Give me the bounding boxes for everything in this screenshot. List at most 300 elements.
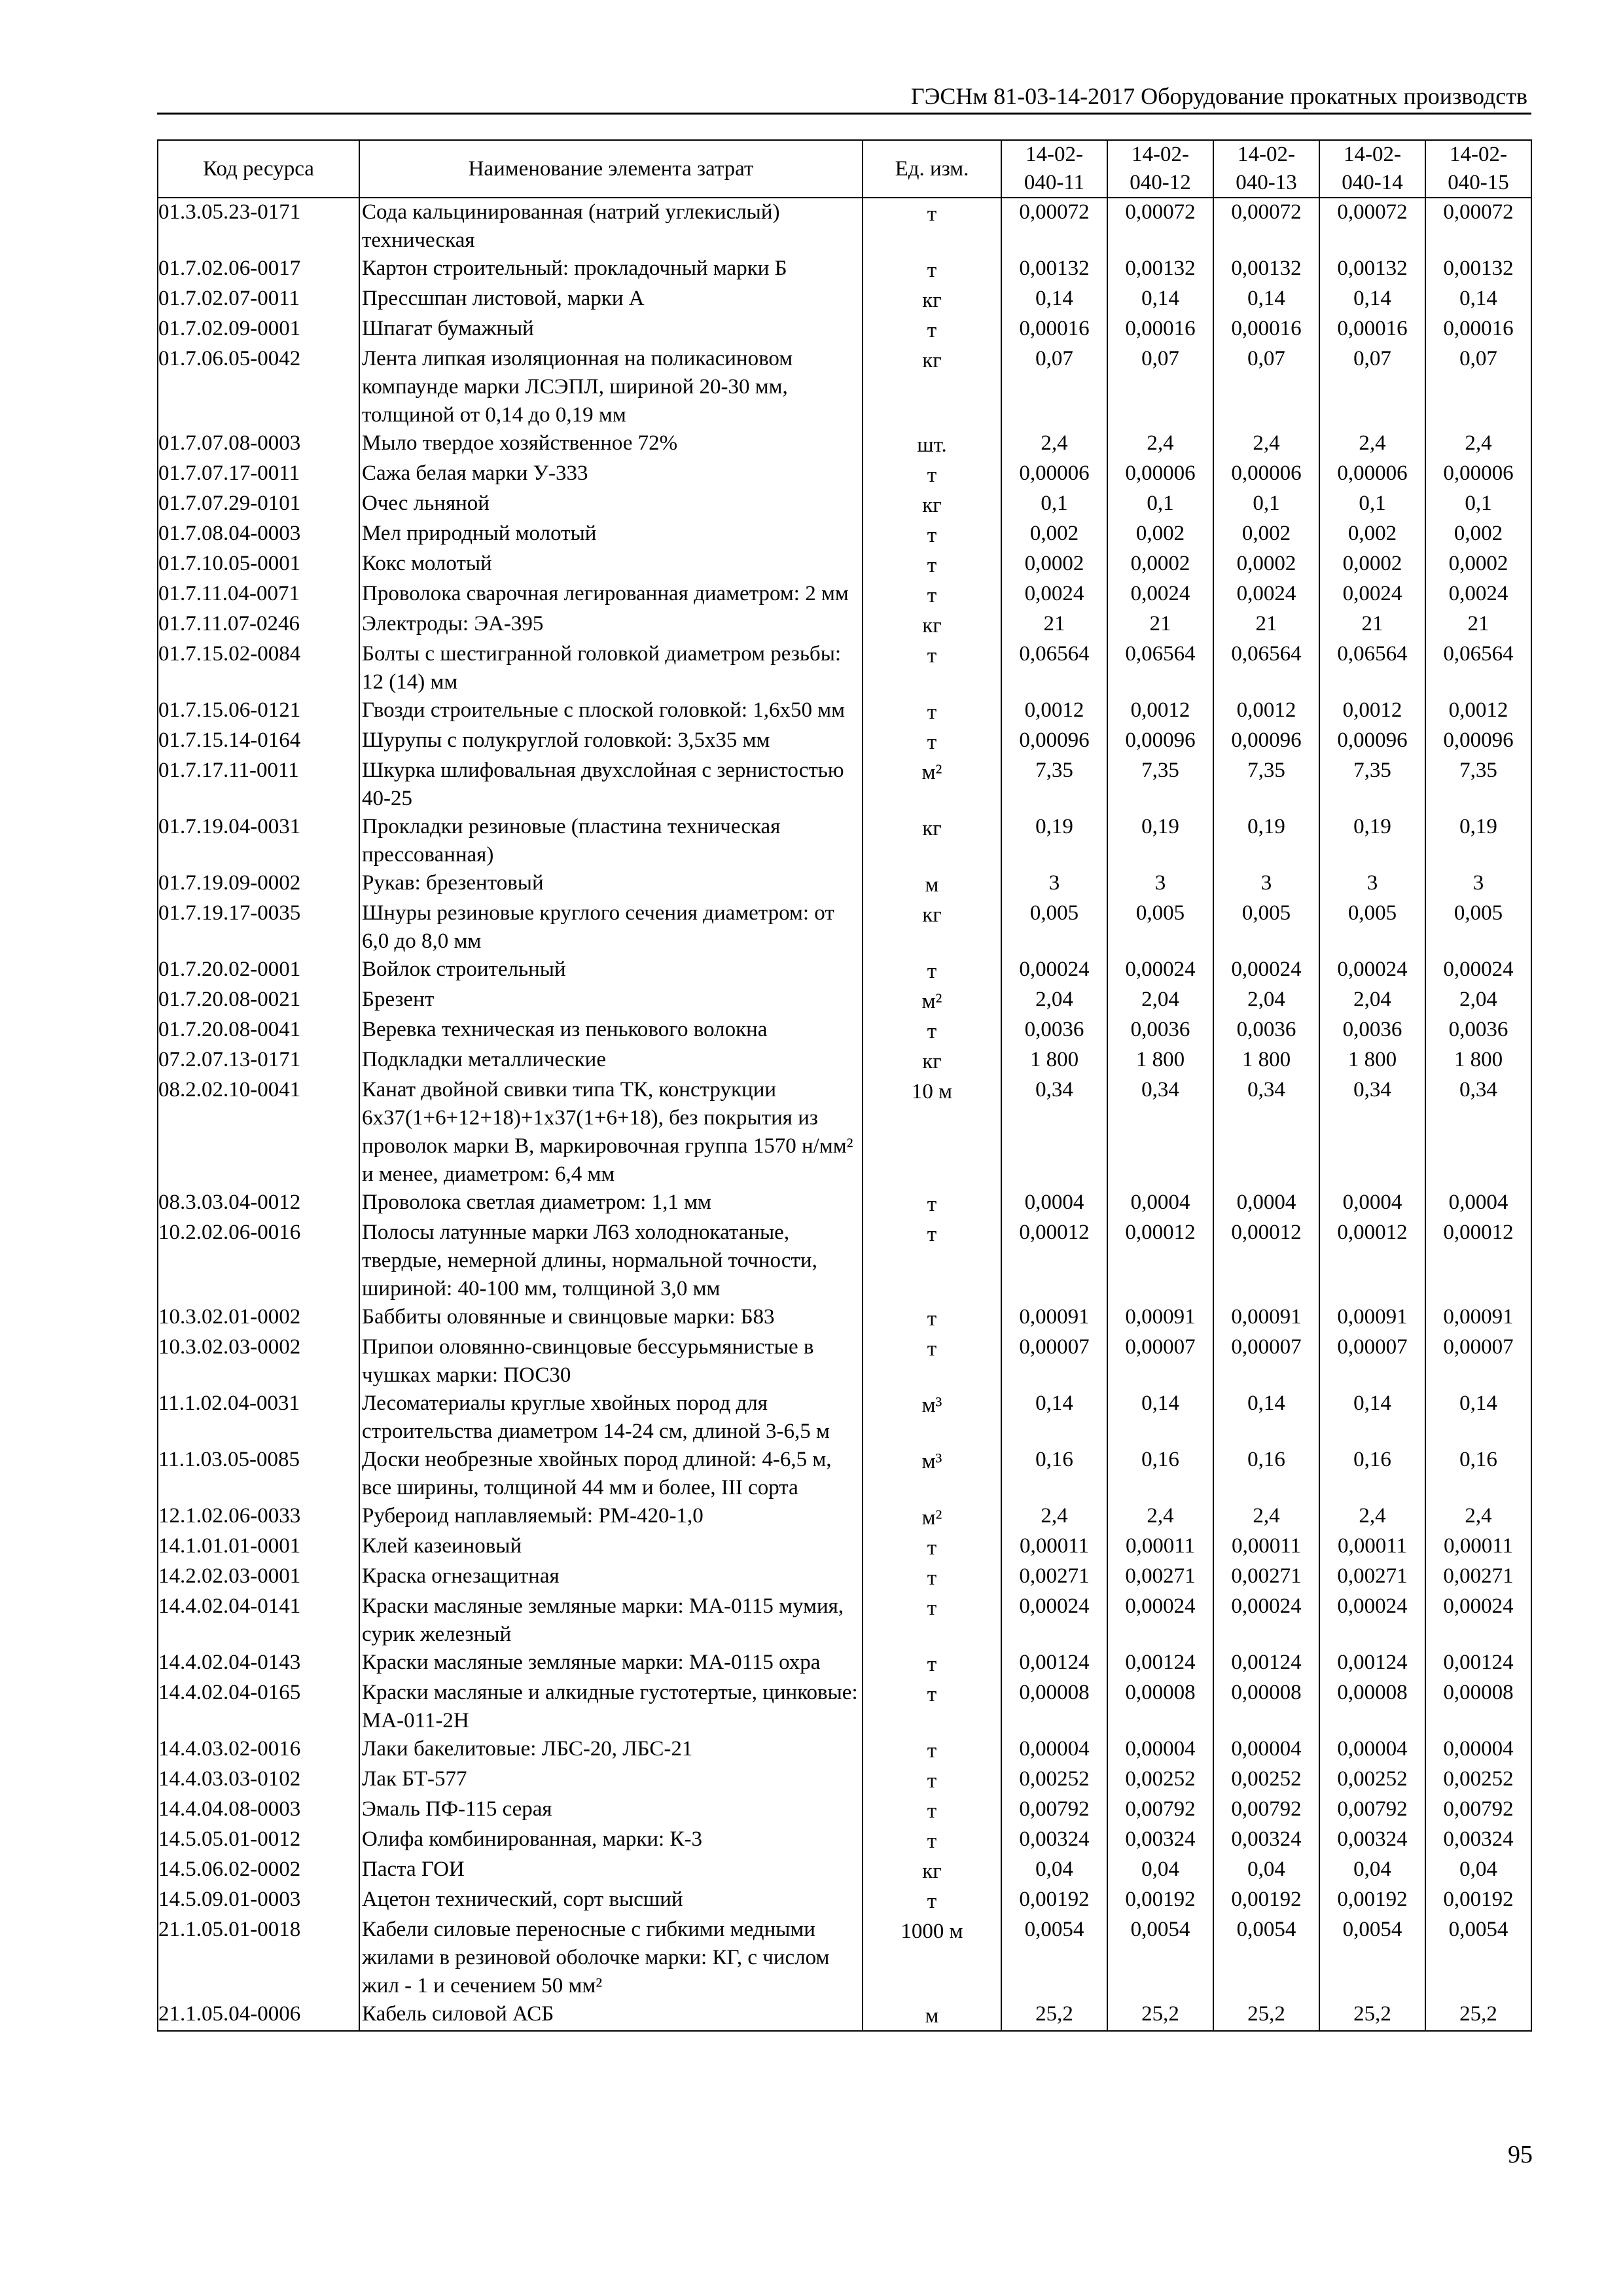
- resource-name: Шнуры резиновые круглого сечения диаметром: от 6,0 до 8,0 мм: [359, 899, 863, 956]
- resource-value: 25,2: [1213, 2000, 1319, 2031]
- resource-code: 01.7.11.04-0071: [158, 580, 359, 610]
- column-header: Ед. изм.: [863, 140, 1001, 198]
- resource-value: 0,0004: [1319, 1189, 1425, 1219]
- resource-value: 7,35: [1213, 757, 1319, 813]
- resource-value: 0,00091: [1213, 1303, 1319, 1333]
- resource-name: Лак БТ-577: [359, 1765, 863, 1795]
- resource-code: 01.7.02.07-0011: [158, 285, 359, 315]
- resource-value: 2,4: [1319, 1502, 1425, 1532]
- resource-value: 1 800: [1425, 1046, 1531, 1076]
- resource-name: Подкладки металлические: [359, 1046, 863, 1076]
- resource-value: 0,00006: [1213, 459, 1319, 490]
- resource-value: 2,04: [1319, 986, 1425, 1016]
- resource-value: 0,16: [1107, 1446, 1213, 1502]
- resource-value: 0,0004: [1107, 1189, 1213, 1219]
- resource-unit: шт.: [863, 429, 1001, 459]
- resource-value: 0,00271: [1001, 1562, 1107, 1592]
- table-row: [158, 520, 1531, 550]
- column-header: Наименование элемента затрат: [359, 140, 863, 198]
- resource-value: 2,4: [1001, 429, 1107, 459]
- resource-value: 0,0004: [1425, 1189, 1531, 1219]
- resource-name: Шпагат бумажный: [359, 315, 863, 345]
- resource-unit: м: [863, 2000, 1001, 2031]
- resource-value: 0,00024: [1107, 1592, 1213, 1649]
- table-row: [158, 1016, 1531, 1046]
- resource-value: 0,0036: [1213, 1016, 1319, 1046]
- resource-unit: т: [863, 520, 1001, 550]
- resource-value: 0,00024: [1319, 1592, 1425, 1649]
- resource-code: 01.7.06.05-0042: [158, 345, 359, 429]
- resource-value: 0,00012: [1213, 1219, 1319, 1303]
- resource-code: 01.7.15.14-0164: [158, 726, 359, 757]
- column-header: Код ресурса: [158, 140, 359, 198]
- resource-value: 0,00132: [1107, 255, 1213, 285]
- resource-unit: кг: [863, 899, 1001, 956]
- resource-value: 0,0036: [1319, 1016, 1425, 1046]
- resource-value: 0,0036: [1425, 1016, 1531, 1046]
- resource-unit: т: [863, 1649, 1001, 1679]
- resource-unit: т: [863, 1825, 1001, 1856]
- table-row: [158, 1856, 1531, 1886]
- resource-value: 0,04: [1319, 1856, 1425, 1886]
- resource-value: 0,005: [1107, 899, 1213, 956]
- resource-value: 0,002: [1001, 520, 1107, 550]
- table-row: [158, 1735, 1531, 1765]
- resource-value: 0,00024: [1425, 956, 1531, 986]
- resource-value: 0,00192: [1107, 1886, 1213, 1916]
- resource-value: 0,00016: [1319, 315, 1425, 345]
- table-header-row: [158, 140, 1531, 198]
- resource-name: Краски масляные земляные марки: МА-0115 охра: [359, 1649, 863, 1679]
- resource-value: 2,04: [1001, 986, 1107, 1016]
- resource-unit: кг: [863, 345, 1001, 429]
- resource-value: 0,00016: [1001, 315, 1107, 345]
- resource-value: 0,00132: [1319, 255, 1425, 285]
- column-header: 14-02- 040-15: [1425, 140, 1531, 198]
- resource-name: Очес льняной: [359, 490, 863, 520]
- resource-value: 1 800: [1107, 1046, 1213, 1076]
- table-body: [158, 198, 1531, 2031]
- resource-name: Шкурка шлифовальная двухслойная с зернистостью 40-25: [359, 757, 863, 813]
- table-row: [158, 1333, 1531, 1390]
- resource-name: Веревка техническая из пенькового волокна: [359, 1016, 863, 1046]
- resource-value: 0,04: [1107, 1856, 1213, 1886]
- table-row: [158, 255, 1531, 285]
- resource-value: 21: [1425, 610, 1531, 640]
- resource-name: Прессшпан листовой, марки А: [359, 285, 863, 315]
- resource-value: 3: [1425, 869, 1531, 899]
- table-row: [158, 1189, 1531, 1219]
- column-header: 14-02- 040-14: [1319, 140, 1425, 198]
- resource-value: 0,0054: [1213, 1916, 1319, 2000]
- resource-unit: т: [863, 1735, 1001, 1765]
- resource-value: 0,0012: [1425, 696, 1531, 726]
- table-row: [158, 1303, 1531, 1333]
- resource-unit: кг: [863, 285, 1001, 315]
- resource-name: Брезент: [359, 986, 863, 1016]
- resource-value: 0,00132: [1001, 255, 1107, 285]
- resource-value: 0,00252: [1001, 1765, 1107, 1795]
- resource-code: 01.7.15.06-0121: [158, 696, 359, 726]
- resource-name: Мел природный молотый: [359, 520, 863, 550]
- resource-name: Мыло твердое хозяйственное 72%: [359, 429, 863, 459]
- resource-code: 01.7.10.05-0001: [158, 550, 359, 580]
- resource-value: 2,4: [1107, 1502, 1213, 1532]
- resource-value: 0,00324: [1001, 1825, 1107, 1856]
- table-row: [158, 899, 1531, 956]
- resource-name: Краски масляные и алкидные густотертые, цинковые: МА-011-2Н: [359, 1679, 863, 1735]
- resource-value: 0,00091: [1425, 1303, 1531, 1333]
- resource-value: 25,2: [1107, 2000, 1213, 2031]
- resource-value: 0,00271: [1425, 1562, 1531, 1592]
- resource-value: 0,00271: [1107, 1562, 1213, 1592]
- table-row: [158, 640, 1531, 696]
- resource-value: 0,00096: [1425, 726, 1531, 757]
- resource-code: 14.5.06.02-0002: [158, 1856, 359, 1886]
- resource-value: 21: [1319, 610, 1425, 640]
- resource-name: Гвозди строительные с плоской головкой: 1,6x50 мм: [359, 696, 863, 726]
- table-row: [158, 1649, 1531, 1679]
- resource-value: 0,0004: [1001, 1189, 1107, 1219]
- resource-code: 14.5.05.01-0012: [158, 1825, 359, 1856]
- resource-value: 0,00004: [1107, 1735, 1213, 1765]
- resource-value: 0,00096: [1319, 726, 1425, 757]
- resource-value: 0,00024: [1001, 956, 1107, 986]
- resource-value: 0,19: [1319, 813, 1425, 869]
- resource-code: 14.4.02.04-0141: [158, 1592, 359, 1649]
- table-row: [158, 726, 1531, 757]
- resource-code: 14.4.03.02-0016: [158, 1735, 359, 1765]
- resource-unit: т: [863, 580, 1001, 610]
- resource-name: Паста ГОИ: [359, 1856, 863, 1886]
- resource-value: 0,06564: [1001, 640, 1107, 696]
- resource-name: Проволока светлая диаметром: 1,1 мм: [359, 1189, 863, 1219]
- resource-name: Припои оловянно-свинцовые бессурьмянистые в чушках марки: ПОС30: [359, 1333, 863, 1390]
- resource-code: 14.4.02.04-0165: [158, 1679, 359, 1735]
- resource-value: 0,1: [1213, 490, 1319, 520]
- resource-value: 0,34: [1425, 1076, 1531, 1189]
- resource-value: 0,04: [1425, 1856, 1531, 1886]
- resource-value: 3: [1107, 869, 1213, 899]
- table-row: [158, 550, 1531, 580]
- resource-value: 0,06564: [1213, 640, 1319, 696]
- resource-value: 0,14: [1319, 285, 1425, 315]
- table-row: [158, 696, 1531, 726]
- resource-code: 21.1.05.01-0018: [158, 1916, 359, 2000]
- resource-unit: т: [863, 696, 1001, 726]
- column-header: 14-02- 040-12: [1107, 140, 1213, 198]
- resource-name: Кокс молотый: [359, 550, 863, 580]
- resource-value: 0,00096: [1001, 726, 1107, 757]
- resource-value: 0,0002: [1425, 550, 1531, 580]
- table-row: [158, 1886, 1531, 1916]
- resource-code: 01.7.19.09-0002: [158, 869, 359, 899]
- resource-unit: т: [863, 255, 1001, 285]
- resource-value: 0,00007: [1213, 1333, 1319, 1390]
- resource-value: 0,00192: [1319, 1886, 1425, 1916]
- resource-value: 0,00324: [1425, 1825, 1531, 1856]
- resource-value: 0,0024: [1107, 580, 1213, 610]
- resource-unit: т: [863, 198, 1001, 255]
- resource-table: [157, 139, 1532, 2032]
- resource-value: 0,00252: [1425, 1765, 1531, 1795]
- resource-value: 0,00004: [1001, 1735, 1107, 1765]
- resource-value: 0,0036: [1107, 1016, 1213, 1046]
- resource-value: 2,4: [1425, 1502, 1531, 1532]
- resource-unit: т: [863, 315, 1001, 345]
- resource-value: 7,35: [1107, 757, 1213, 813]
- page-header: [157, 72, 1531, 115]
- resource-value: 21: [1107, 610, 1213, 640]
- resource-value: 0,14: [1425, 285, 1531, 315]
- resource-value: 0,00011: [1001, 1532, 1107, 1562]
- resource-value: 0,16: [1001, 1446, 1107, 1502]
- resource-value: 0,00024: [1001, 1592, 1107, 1649]
- table-row: [158, 315, 1531, 345]
- resource-name: Болты с шестигранной головкой диаметром резьбы: 12 (14) мм: [359, 640, 863, 696]
- resource-code: 08.3.03.04-0012: [158, 1189, 359, 1219]
- resource-value: 0,19: [1425, 813, 1531, 869]
- resource-value: 0,07: [1001, 345, 1107, 429]
- resource-value: 25,2: [1425, 2000, 1531, 2031]
- resource-value: 0,00024: [1107, 956, 1213, 986]
- resource-value: 0,00124: [1425, 1649, 1531, 1679]
- resource-value: 0,00024: [1319, 956, 1425, 986]
- resource-value: 0,00271: [1213, 1562, 1319, 1592]
- resource-code: 11.1.02.04-0031: [158, 1390, 359, 1446]
- resource-unit: т: [863, 640, 1001, 696]
- resource-value: 0,16: [1319, 1446, 1425, 1502]
- resource-value: 0,19: [1001, 813, 1107, 869]
- resource-value: 0,00252: [1107, 1765, 1213, 1795]
- resource-unit: м²: [863, 757, 1001, 813]
- resource-unit: м: [863, 869, 1001, 899]
- table-row: [158, 1562, 1531, 1592]
- resource-unit: т: [863, 1795, 1001, 1825]
- resource-unit: кг: [863, 610, 1001, 640]
- resource-name: Клей казеиновый: [359, 1532, 863, 1562]
- resource-unit: т: [863, 1532, 1001, 1562]
- resource-value: 0,00008: [1213, 1679, 1319, 1735]
- resource-value: 0,00011: [1213, 1532, 1319, 1562]
- resource-value: 0,002: [1425, 520, 1531, 550]
- resource-value: 0,0012: [1319, 696, 1425, 726]
- resource-code: 14.4.03.03-0102: [158, 1765, 359, 1795]
- resource-value: 0,00016: [1107, 315, 1213, 345]
- resource-unit: т: [863, 1016, 1001, 1046]
- resource-value: 0,00024: [1213, 956, 1319, 986]
- resource-value: 0,0002: [1213, 550, 1319, 580]
- resource-unit: кг: [863, 813, 1001, 869]
- resource-value: 0,14: [1319, 1390, 1425, 1446]
- resource-value: 25,2: [1001, 2000, 1107, 2031]
- resource-value: 0,1: [1107, 490, 1213, 520]
- resource-name: Лента липкая изоляционная на поликасиновом компаунде марки ЛСЭПЛ, шириной 20-30 мм, толщиной от 0,14 до 0,19 мм: [359, 345, 863, 429]
- resource-value: 0,00007: [1001, 1333, 1107, 1390]
- resource-value: 0,0004: [1213, 1189, 1319, 1219]
- resource-value: 0,002: [1319, 520, 1425, 550]
- table-row: [158, 1679, 1531, 1735]
- resource-value: 0,0012: [1213, 696, 1319, 726]
- resource-unit: т: [863, 1592, 1001, 1649]
- resource-value: 0,00792: [1213, 1795, 1319, 1825]
- resource-value: 7,35: [1001, 757, 1107, 813]
- resource-name: Электроды: ЭА-395: [359, 610, 863, 640]
- resource-value: 0,00004: [1425, 1735, 1531, 1765]
- resource-code: 14.4.02.04-0143: [158, 1649, 359, 1679]
- resource-value: 0,07: [1319, 345, 1425, 429]
- resource-code: 10.3.02.01-0002: [158, 1303, 359, 1333]
- resource-name: Лаки бакелитовые: ЛБС-20, ЛБС-21: [359, 1735, 863, 1765]
- resource-value: 0,00024: [1425, 1592, 1531, 1649]
- resource-name: Сода кальцинированная (натрий углекислый) техническая: [359, 198, 863, 255]
- resource-value: 0,07: [1107, 345, 1213, 429]
- table-row: [158, 459, 1531, 490]
- resource-value: 0,00792: [1425, 1795, 1531, 1825]
- resource-value: 21: [1001, 610, 1107, 640]
- resource-value: 0,34: [1107, 1076, 1213, 1189]
- resource-unit: м²: [863, 1502, 1001, 1532]
- resource-name: Шурупы с полукруглой головкой: 3,5x35 мм: [359, 726, 863, 757]
- resource-value: 0,14: [1001, 1390, 1107, 1446]
- resource-unit: т: [863, 1765, 1001, 1795]
- resource-code: 10.2.02.06-0016: [158, 1219, 359, 1303]
- resource-name: Войлок строительный: [359, 956, 863, 986]
- resource-value: 3: [1319, 869, 1425, 899]
- resource-name: Доски необрезные хвойных пород длиной: 4-6,5 м, все ширины, толщиной 44 мм и более, III сорта: [359, 1446, 863, 1502]
- resource-code: 01.7.17.11-0011: [158, 757, 359, 813]
- resource-unit: м²: [863, 986, 1001, 1016]
- resource-value: 0,00324: [1319, 1825, 1425, 1856]
- resource-value: 0,34: [1213, 1076, 1319, 1189]
- table-row: [158, 2000, 1531, 2031]
- resource-value: 0,00324: [1213, 1825, 1319, 1856]
- resource-value: 0,1: [1001, 490, 1107, 520]
- resource-code: 01.7.20.08-0021: [158, 986, 359, 1016]
- resource-value: 0,00072: [1001, 198, 1107, 255]
- resource-unit: 10 м: [863, 1076, 1001, 1189]
- resource-value: 7,35: [1319, 757, 1425, 813]
- resource-unit: т: [863, 1303, 1001, 1333]
- resource-value: 0,14: [1107, 1390, 1213, 1446]
- resource-value: 0,005: [1213, 899, 1319, 956]
- resource-value: 0,00192: [1213, 1886, 1319, 1916]
- resource-code: 14.2.02.03-0001: [158, 1562, 359, 1592]
- resource-code: 01.7.19.17-0035: [158, 899, 359, 956]
- resource-code: 14.1.01.01-0001: [158, 1532, 359, 1562]
- resource-value: 2,4: [1001, 1502, 1107, 1532]
- resource-unit: м³: [863, 1446, 1001, 1502]
- resource-value: 0,0012: [1001, 696, 1107, 726]
- resource-value: 1 800: [1319, 1046, 1425, 1076]
- resource-value: 0,14: [1213, 285, 1319, 315]
- resource-value: 0,00012: [1319, 1219, 1425, 1303]
- resource-value: 1 800: [1001, 1046, 1107, 1076]
- resource-unit: т: [863, 726, 1001, 757]
- resource-value: 0,0054: [1425, 1916, 1531, 2000]
- column-header: 14-02- 040-11: [1001, 140, 1107, 198]
- resource-value: 0,00132: [1425, 255, 1531, 285]
- resource-unit: кг: [863, 490, 1001, 520]
- resource-value: 7,35: [1425, 757, 1531, 813]
- resource-value: 0,06564: [1319, 640, 1425, 696]
- resource-name: Сажа белая марки У-333: [359, 459, 863, 490]
- resource-code: 01.7.07.08-0003: [158, 429, 359, 459]
- resource-value: 0,00016: [1425, 315, 1531, 345]
- resource-code: 01.7.20.02-0001: [158, 956, 359, 986]
- table-row: [158, 986, 1531, 1016]
- table-row: [158, 1390, 1531, 1446]
- resource-name: Краска огнезащитная: [359, 1562, 863, 1592]
- resource-value: 0,14: [1107, 285, 1213, 315]
- resource-value: 0,00124: [1001, 1649, 1107, 1679]
- resource-value: 0,00192: [1001, 1886, 1107, 1916]
- table-row: [158, 956, 1531, 986]
- resource-value: 0,00011: [1319, 1532, 1425, 1562]
- resource-name: Эмаль ПФ-115 серая: [359, 1795, 863, 1825]
- resource-code: 01.7.07.17-0011: [158, 459, 359, 490]
- resource-value: 3: [1001, 869, 1107, 899]
- page-number: 95: [1508, 2141, 1533, 2168]
- resource-unit: т: [863, 459, 1001, 490]
- resource-value: 0,00096: [1107, 726, 1213, 757]
- table-row: [158, 1532, 1531, 1562]
- resource-value: 0,00252: [1213, 1765, 1319, 1795]
- resource-value: 0,00072: [1107, 198, 1213, 255]
- resource-value: 0,00012: [1001, 1219, 1107, 1303]
- resource-value: 0,00124: [1213, 1649, 1319, 1679]
- resource-value: 0,00192: [1425, 1886, 1531, 1916]
- resource-name: Баббиты оловянные и свинцовые марки: Б83: [359, 1303, 863, 1333]
- resource-code: 01.7.19.04-0031: [158, 813, 359, 869]
- resource-value: 0,06564: [1107, 640, 1213, 696]
- resource-name: Прокладки резиновые (пластина техническая прессованная): [359, 813, 863, 869]
- table-row: [158, 490, 1531, 520]
- resource-value: 2,04: [1213, 986, 1319, 1016]
- table-row: [158, 1046, 1531, 1076]
- resource-value: 0,0024: [1319, 580, 1425, 610]
- resource-value: 0,0024: [1213, 580, 1319, 610]
- resource-value: 0,00008: [1319, 1679, 1425, 1735]
- resource-value: 0,0012: [1107, 696, 1213, 726]
- resource-name: Проволока сварочная легированная диаметром: 2 мм: [359, 580, 863, 610]
- resource-code: 21.1.05.04-0006: [158, 2000, 359, 2031]
- resource-unit: т: [863, 1886, 1001, 1916]
- resource-value: 0,00006: [1001, 459, 1107, 490]
- resource-value: 2,4: [1213, 1502, 1319, 1532]
- resource-unit: т: [863, 1333, 1001, 1390]
- table-row: [158, 345, 1531, 429]
- resource-value: 0,00792: [1319, 1795, 1425, 1825]
- table-row: [158, 1502, 1531, 1532]
- table-row: [158, 1076, 1531, 1189]
- resource-name: Рубероид наплавляемый: РМ-420-1,0: [359, 1502, 863, 1532]
- resource-name: Картон строительный: прокладочный марки Б: [359, 255, 863, 285]
- resource-table-container: [157, 139, 1531, 2032]
- resource-value: 0,00271: [1319, 1562, 1425, 1592]
- resource-value: 0,00012: [1107, 1219, 1213, 1303]
- resource-value: 0,00008: [1425, 1679, 1531, 1735]
- resource-code: 01.7.15.02-0084: [158, 640, 359, 696]
- resource-value: 0,14: [1425, 1390, 1531, 1446]
- resource-unit: 1000 м: [863, 1916, 1001, 2000]
- resource-value: 0,00004: [1319, 1735, 1425, 1765]
- resource-code: 11.1.03.05-0085: [158, 1446, 359, 1502]
- resource-value: 0,005: [1001, 899, 1107, 956]
- resource-value: 0,00008: [1001, 1679, 1107, 1735]
- resource-value: 0,16: [1213, 1446, 1319, 1502]
- resource-value: 0,00007: [1425, 1333, 1531, 1390]
